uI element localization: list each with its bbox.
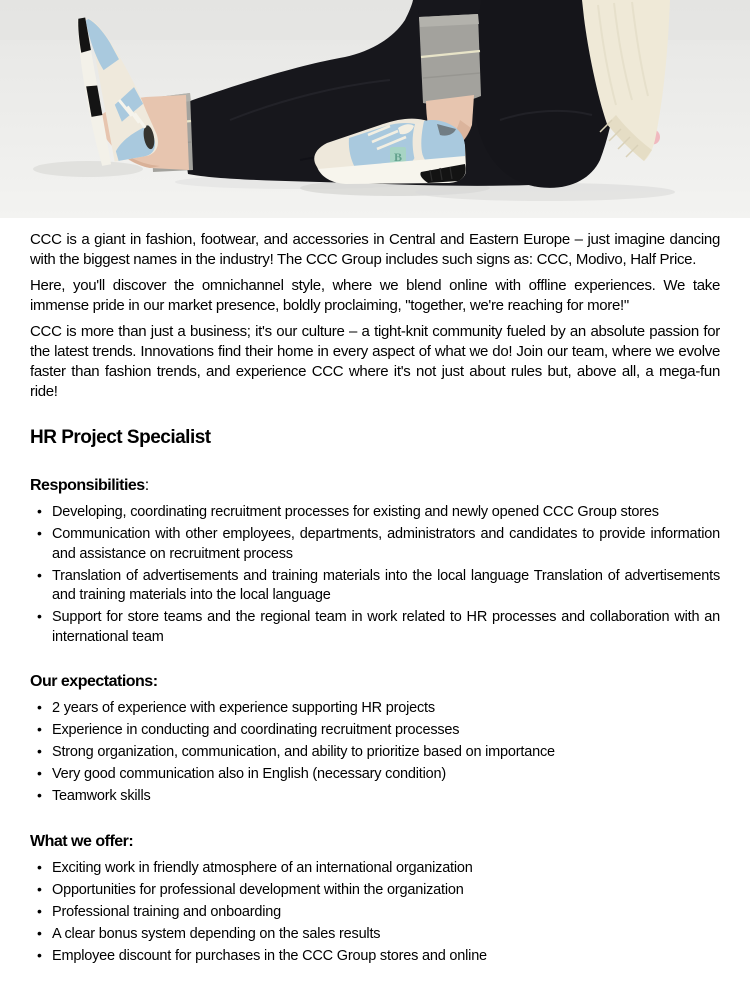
- right-cuff: [419, 14, 481, 104]
- responsibilities-heading: Responsibilities:: [30, 477, 149, 494]
- offer-list: [30, 859, 720, 967]
- bullet-item: • Communication with other employees, departments, administrators and candidates to provide information and assistance on recruitment process: [30, 525, 720, 564]
- bullet-item: • Experience in conducting and coordinating recruitment processes: [30, 721, 720, 741]
- section-expectations: [30, 671, 720, 807]
- bullet-item: • Exciting work in friendly atmosphere of an international organization: [30, 859, 720, 879]
- expectations-list: [30, 699, 720, 807]
- bullet-item: • A clear bonus system depending on the sales results: [30, 925, 720, 945]
- bullet-item: • Developing, coordinating recruitment processes for existing and newly opened CCC Group stores: [30, 503, 720, 523]
- bullet-item: • 2 years of experience with experience supporting HR projects: [30, 699, 720, 719]
- intro-paragraph-3: CCC is more than just a business; it's our culture – a tight-knit community fueled by an absolute passion for the latest trends. Innovations find their home in every aspect of what we do! Join our team, where we evolve faster than fashion trends, and experience CCC where it's not just about rules but, above all, a mega-fun ride!: [30, 323, 720, 400]
- bullet-item: • Translation of advertisements and training materials into the local language Translation of advertisements and training materials into the local language: [30, 567, 720, 606]
- bullet-item: • Teamwork skills: [30, 787, 720, 807]
- section-offer: [30, 831, 720, 967]
- bullet-item: • Strong organization, communication, and ability to prioritize based on importance: [30, 743, 720, 763]
- expectations-heading: Our expectations:: [30, 673, 158, 690]
- section-responsibilities: [30, 475, 720, 647]
- hero-photo: [0, 0, 750, 218]
- bullet-item: • Very good communication also in English (necessary condition): [30, 765, 720, 785]
- hero-photo-illustration: [0, 0, 750, 218]
- bullet-item: • Professional training and onboarding: [30, 903, 720, 923]
- bullet-item: • Support for store teams and the regional team in work related to HR processes and collaboration with an international team: [30, 608, 720, 647]
- bullet-item: • Opportunities for professional development within the organization: [30, 881, 720, 901]
- sneaker-patch-letter: B: [393, 150, 403, 164]
- intro-paragraph-2: Here, you'll discover the omnichannel style, where we blend online with offline experiences. We take immense pride in our market presence, boldly proclaiming, "together, we're reaching for more!": [30, 277, 720, 314]
- intro-paragraph-1: CCC is a giant in fashion, footwear, and accessories in Central and Eastern Europe – just imagine dancing with the biggest names in the industry! The CCC Group includes such signs as: CCC, Modivo, Half Price.: [30, 231, 720, 268]
- offer-heading: What we offer:: [30, 832, 134, 850]
- responsibilities-list: [30, 503, 720, 647]
- job-posting: [0, 218, 750, 966]
- job-title: HR Project Specialist: [30, 427, 211, 448]
- bullet-item: • Employee discount for purchases in the CCC Group stores and online: [30, 947, 720, 967]
